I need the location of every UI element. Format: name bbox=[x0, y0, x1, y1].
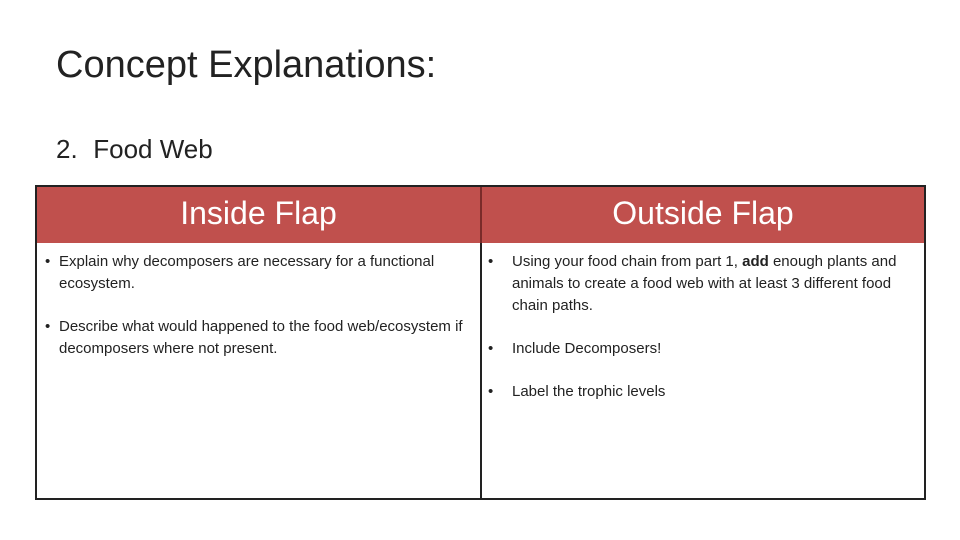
inside-flap-cell bbox=[37, 243, 480, 498]
list-item-text bbox=[512, 251, 910, 317]
bullet-icon: • bbox=[488, 383, 494, 400]
bullet-icon: • bbox=[45, 253, 51, 270]
text-part: enough plants and animals to create a food web with at least 3 different food chain paths. bbox=[512, 253, 897, 314]
outside-flap-cell bbox=[480, 243, 924, 498]
subheading-text: Food Web bbox=[93, 134, 213, 164]
slide-title: Concept Explanations: bbox=[56, 44, 437, 86]
bullet-icon: • bbox=[488, 340, 494, 357]
list-item bbox=[488, 251, 910, 317]
list-item bbox=[488, 381, 910, 403]
list-item-text: Explain why decomposers are necessary for a functional ecosystem. bbox=[59, 253, 435, 292]
subheading bbox=[56, 134, 213, 165]
list-item-text: Label the trophic levels bbox=[512, 383, 666, 400]
bold-text: add bbox=[742, 253, 769, 270]
list-item bbox=[488, 338, 910, 360]
bullet-icon: • bbox=[45, 318, 51, 335]
flap-table bbox=[35, 185, 926, 500]
outside-flap-list bbox=[482, 243, 924, 403]
inside-flap-list bbox=[37, 243, 480, 360]
list-item-text: Describe what would happened to the food web/ecosystem if decomposers where not present. bbox=[59, 318, 463, 357]
list-item-text: Include Decomposers! bbox=[512, 340, 662, 357]
list-item bbox=[45, 251, 468, 295]
inside-flap-header: Inside Flap bbox=[37, 187, 480, 243]
outside-flap-header: Outside Flap bbox=[480, 187, 924, 243]
subheading-number: 2. bbox=[56, 134, 78, 164]
list-item bbox=[45, 316, 468, 360]
bullet-icon: • bbox=[488, 253, 494, 270]
text-part: Using your food chain from part 1, bbox=[512, 253, 743, 270]
